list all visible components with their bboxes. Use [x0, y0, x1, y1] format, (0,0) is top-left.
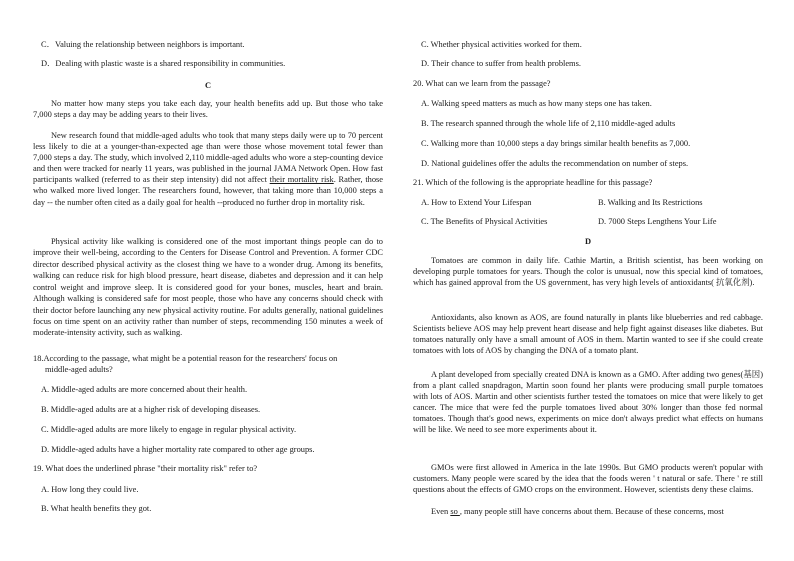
section-c-label: C: [204, 81, 212, 90]
paragraph-2-text-a: New research found that middle-aged adults who took that many steps daily were up to 70 percent less likely to die at a younger-than-expected age than were those whose movement total fewer than 7,000 steps a day. The study, which involved 2,110 middle-aged adults who wore a step-counting device and then were tracked for nearly 11 years, was published in the journal JAMA Network Open. How fast participants walked (referred to as their step intensity) did not affect: [33, 131, 383, 185]
q19-option-a: A. How long they could live.: [41, 485, 139, 494]
q18-option-a: A. Middle-aged adults are more concerned about their health.: [41, 385, 248, 394]
underlined-phrase: their mortality risk: [269, 175, 334, 185]
paragraph-5-text-b: , many people still have concerns about them. Because of these concerns, most: [459, 507, 724, 516]
q20-option-d: D. National guidelines offer the adults the recommendation on number of steps.: [421, 159, 689, 168]
q21-stem: 21. Which of the following is the appropriate headline for this passage?: [413, 178, 653, 187]
paragraph-5-text-a: Even: [431, 507, 451, 516]
q18-stem-line-2: middle-aged adults?: [45, 365, 113, 374]
q21-option-d: D. 7000 Steps Lengthens Your Life: [598, 217, 717, 226]
q21-option-c: C. The Benefits of Physical Activities: [421, 217, 548, 226]
q21-option-a: A. How to Extend Your Lifespan: [421, 198, 532, 207]
q20-option-b: B. The research spanned through the whole life of 2,110 middle-aged adults: [421, 119, 676, 128]
q18-option-c: C. Middle-aged adults are more likely to engage in regular physical activity.: [41, 425, 297, 434]
blank-answer: so: [450, 507, 460, 516]
section-c-paragraph-1: No matter how many steps you take each day, your health benefits add up. But those who take 7,000 steps a day may be adding years to their lives.: [33, 99, 383, 120]
q20-stem: 20. What can we learn from the passage?: [413, 79, 551, 88]
section-c-paragraph-2: [33, 130, 383, 208]
q17-option-d: D．Dealing with plastic waste is a shared responsibility in communities.: [41, 59, 286, 68]
q18-option-b: B. Middle-aged adults are at a higher risk of developing diseases.: [41, 405, 261, 414]
section-d-paragraph-4: GMOs were first allowed in America in the late 1990s. But GMO products weren't popular with customers. Many people were scared by the idea that the foods weren ' t natural or safe. There ' re still questions about the effects of GMO crops on the environment. However, scientists deny these claims.: [413, 463, 763, 495]
section-d-paragraph-1: Tomatoes are common in daily life. Cathie Martin, a British scientist, has been working on developing purple tomatoes for years. Though the color is unusual, now this special kind of tomatoes, which has gained approval from the US government, has very high levels of antioxidants( 抗氧化剂).: [413, 256, 763, 288]
q20-option-c: C. Walking more than 10,000 steps a day brings similar health benefits as 7,000.: [421, 139, 691, 148]
paragraph-2-text-b: . Rather, those who walked more lived longer. The researchers found, however, that taking more than 10,000 steps a day -- the number often cited as a daily goal for health --produced no further drop in mortality risk.: [33, 175, 383, 207]
section-d-paragraph-2: Antioxidants, also known as AOS, are found naturally in plants like blueberries and red cabbage. Scientists believe AOS may help prevent heart disease and help fight against diseases like diabetes. But tomatoes naturally only have a small amount of AOS in them. Martin wanted to see if she could create tomatoes with lots of AOS by changing the DNA of a tomato plant.: [413, 313, 763, 356]
q19-option-c: C. Whether physical activities worked for them.: [421, 40, 582, 49]
q19-option-d: D. Their chance to suffer from health problems.: [421, 59, 581, 68]
q18-option-d: D. Middle-aged adults have a higher mortality rate compared to other age groups.: [41, 445, 315, 454]
q18-stem-line-1: 18.According to the passage, what might be a potential reason for the researchers' focus on: [33, 354, 338, 363]
q21-option-b: B. Walking and Its Restrictions: [598, 198, 703, 207]
section-c-paragraph-3: Physical activity like walking is considered one of the most important things people can do to improve their well-being, according to the Centers for Disease Control and Prevention. A former CDC director described physical activity as the closest thing we have to a wonder drug. Among its benefits, walking can reduce risk for high blood pressure, heart disease, diabetes and depression and it can help control weight and improve sleep. It is considered good for your bones, muscles, heart and brain. Although walking is considered safe for most people, those who have any concerns should check with their doctor before launching any new physical activity routine. For adults generally, national guidelines focus on time spent on an activity rather than number of steps, recommending 150 minutes a week of moderate-intensity activity, such as walking.: [33, 237, 383, 338]
q19-option-b: B. What health benefits they got.: [41, 504, 152, 513]
q17-option-c: C．Valuing the relationship between neighbors is important.: [41, 40, 245, 49]
q20-option-a: A. Walking speed matters as much as how many steps one has taken.: [421, 99, 652, 108]
q19-stem: 19. What does the underlined phrase "their mortality risk" refer to?: [33, 464, 258, 473]
section-d-paragraph-5: [413, 506, 763, 517]
section-d-label: D: [584, 237, 592, 246]
section-d-paragraph-3: A plant developed from specially created DNA is known as a GMO. After adding two genes(基因) from a plant called snapdragon, Martin soon found her plants were producing small purple tomatoes with lots of AOS. Martin and other scientists further tested the tomatoes on mice that were likely to get cancer. The mice that were fed the purple tomatoes lived about 30% longer than those fed normal tomatoes. Though that's good news, experiments on mice don't always predict what effects on humans will be like. We need to see more experiments about it.: [413, 370, 763, 435]
